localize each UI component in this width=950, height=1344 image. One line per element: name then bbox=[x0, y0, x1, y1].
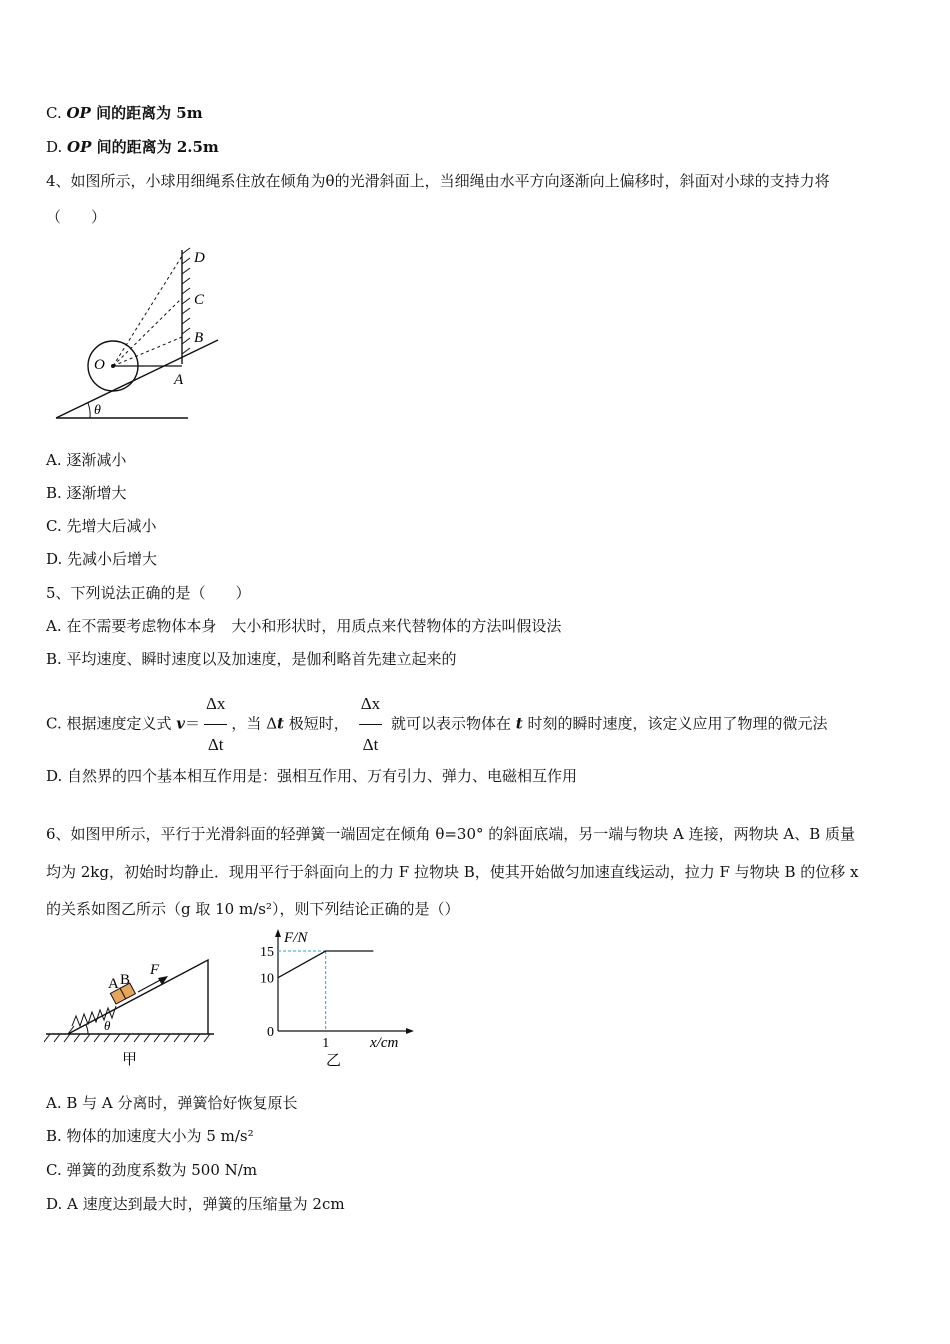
chart-guides bbox=[278, 951, 326, 1031]
y-tick-label: 10 bbox=[260, 971, 274, 987]
label-b: B bbox=[120, 972, 131, 988]
q5-option-d: D. 自然界的四个基本相互作用是：强相互作用、万有引力、弹力、电磁相互作用 bbox=[46, 767, 578, 785]
q6-option-b: B. 物体的加速度大小为 5 m/s² bbox=[46, 1127, 254, 1145]
q6-figure-jia bbox=[44, 952, 224, 1070]
label-f: F bbox=[150, 962, 160, 978]
q5-stem: 5、下列说法正确的是（ ） bbox=[46, 584, 251, 602]
var-op: OP bbox=[67, 138, 92, 156]
q6-option-c: C. 弹簧的劲度系数为 500 N/m bbox=[46, 1161, 258, 1179]
q4-bracket: （ ） bbox=[46, 208, 107, 226]
q3-option-c: C. OP 间的距离为 5m bbox=[46, 104, 203, 122]
q6-stem-line1: 6、如图甲所示，平行于光滑斜面的轻弹簧一端固定在倾角 θ=30° 的斜面底端，另一端与物块 A 连接，两物块 A、B 质量 bbox=[46, 825, 856, 843]
q4-option-b: B. 逐渐增大 bbox=[46, 484, 127, 502]
q6-chart-yi bbox=[248, 925, 418, 1070]
label-theta: θ bbox=[104, 1018, 111, 1033]
caption-jia: 甲 bbox=[122, 1052, 138, 1068]
q6-stem-line2: 均为 2kg，初始时均静止．现用平行于斜面向上的力 F 拉物块 B，使其开始做匀加速直线运动，拉力 F 与物块 B 的位移 x bbox=[46, 863, 859, 881]
q4-stem: 4、如图所示，小球用细绳系住放在倾角为θ的光滑斜面上，当细绳由水平方向逐渐向上偏移时，斜面对小球的支持力将 bbox=[46, 172, 830, 190]
q4-option-c: C. 先增大后减小 bbox=[46, 517, 157, 535]
q5-option-b: B. 平均速度、瞬时速度以及加速度，是伽利略首先建立起来的 bbox=[46, 650, 457, 668]
label-a: A bbox=[174, 372, 184, 388]
y-tick-label: 15 bbox=[260, 945, 274, 960]
angle-arc bbox=[88, 403, 90, 418]
x-axis-arrow bbox=[406, 1028, 414, 1034]
q4-option-a: A. 逐渐减小 bbox=[46, 451, 127, 469]
incline-line bbox=[56, 340, 218, 418]
x-tick-label: 1 bbox=[322, 1036, 330, 1051]
label-d: D bbox=[194, 250, 205, 266]
var-op: OP bbox=[66, 104, 91, 122]
q4-option-d: D. 先减小后增大 bbox=[46, 550, 158, 568]
angle-arc bbox=[86, 1025, 88, 1034]
incline-triangle bbox=[68, 960, 208, 1034]
q6-option-d: D. A 速度达到最大时，弹簧的压缩量为 2cm bbox=[46, 1195, 345, 1213]
label-theta: θ bbox=[94, 403, 101, 418]
label-b: B bbox=[194, 330, 204, 346]
label-o: O bbox=[94, 357, 105, 373]
chart-xlabel: x/cm bbox=[370, 1035, 399, 1051]
q5-option-a: A. 在不需要考虑物体本身 大小和形状时，用质点来代替物体的方法叫假设法 bbox=[46, 617, 562, 635]
string-to-d bbox=[113, 256, 182, 366]
q6-option-a: A. B 与 A 分离时，弹簧恰好恢复原长 bbox=[46, 1094, 298, 1112]
chart-ylabel: F/N bbox=[284, 930, 308, 946]
q6-stem-line3: 的关系如图乙所示（g 取 10 m/s²），则下列结论正确的是（） bbox=[46, 900, 460, 918]
q4-figure-ball-on-incline bbox=[50, 242, 230, 427]
fraction-dx-dt: $\frac{\Delta x}{\Delta t}$ bbox=[204, 684, 227, 765]
fraction-dx-dt-2: $\frac{\Delta x}{\Delta t}$ bbox=[359, 684, 382, 765]
q5-option-c: C. 根据速度定义式 v＝ $\frac{\Delta x}{\Delta t}$ ，当 Δt 极短时， $\frac{\Delta x}{\Delta t}$ 就可以表示物体在 t 时刻的瞬时速度，该定义应用了物理的微元法 bbox=[46, 684, 827, 765]
string-to-c bbox=[113, 298, 182, 366]
chart-caption: 乙 bbox=[326, 1053, 342, 1069]
chart-ticks bbox=[260, 945, 329, 1051]
ground-hatching bbox=[44, 1034, 210, 1042]
label-a: A bbox=[108, 976, 119, 992]
wall-hatching bbox=[182, 248, 190, 354]
label-c: C bbox=[194, 292, 205, 308]
q3-option-d: D. OP 间的距离为 2.5m bbox=[46, 138, 219, 156]
y-tick-label: 0 bbox=[267, 1025, 274, 1040]
y-axis-arrow bbox=[275, 929, 281, 937]
